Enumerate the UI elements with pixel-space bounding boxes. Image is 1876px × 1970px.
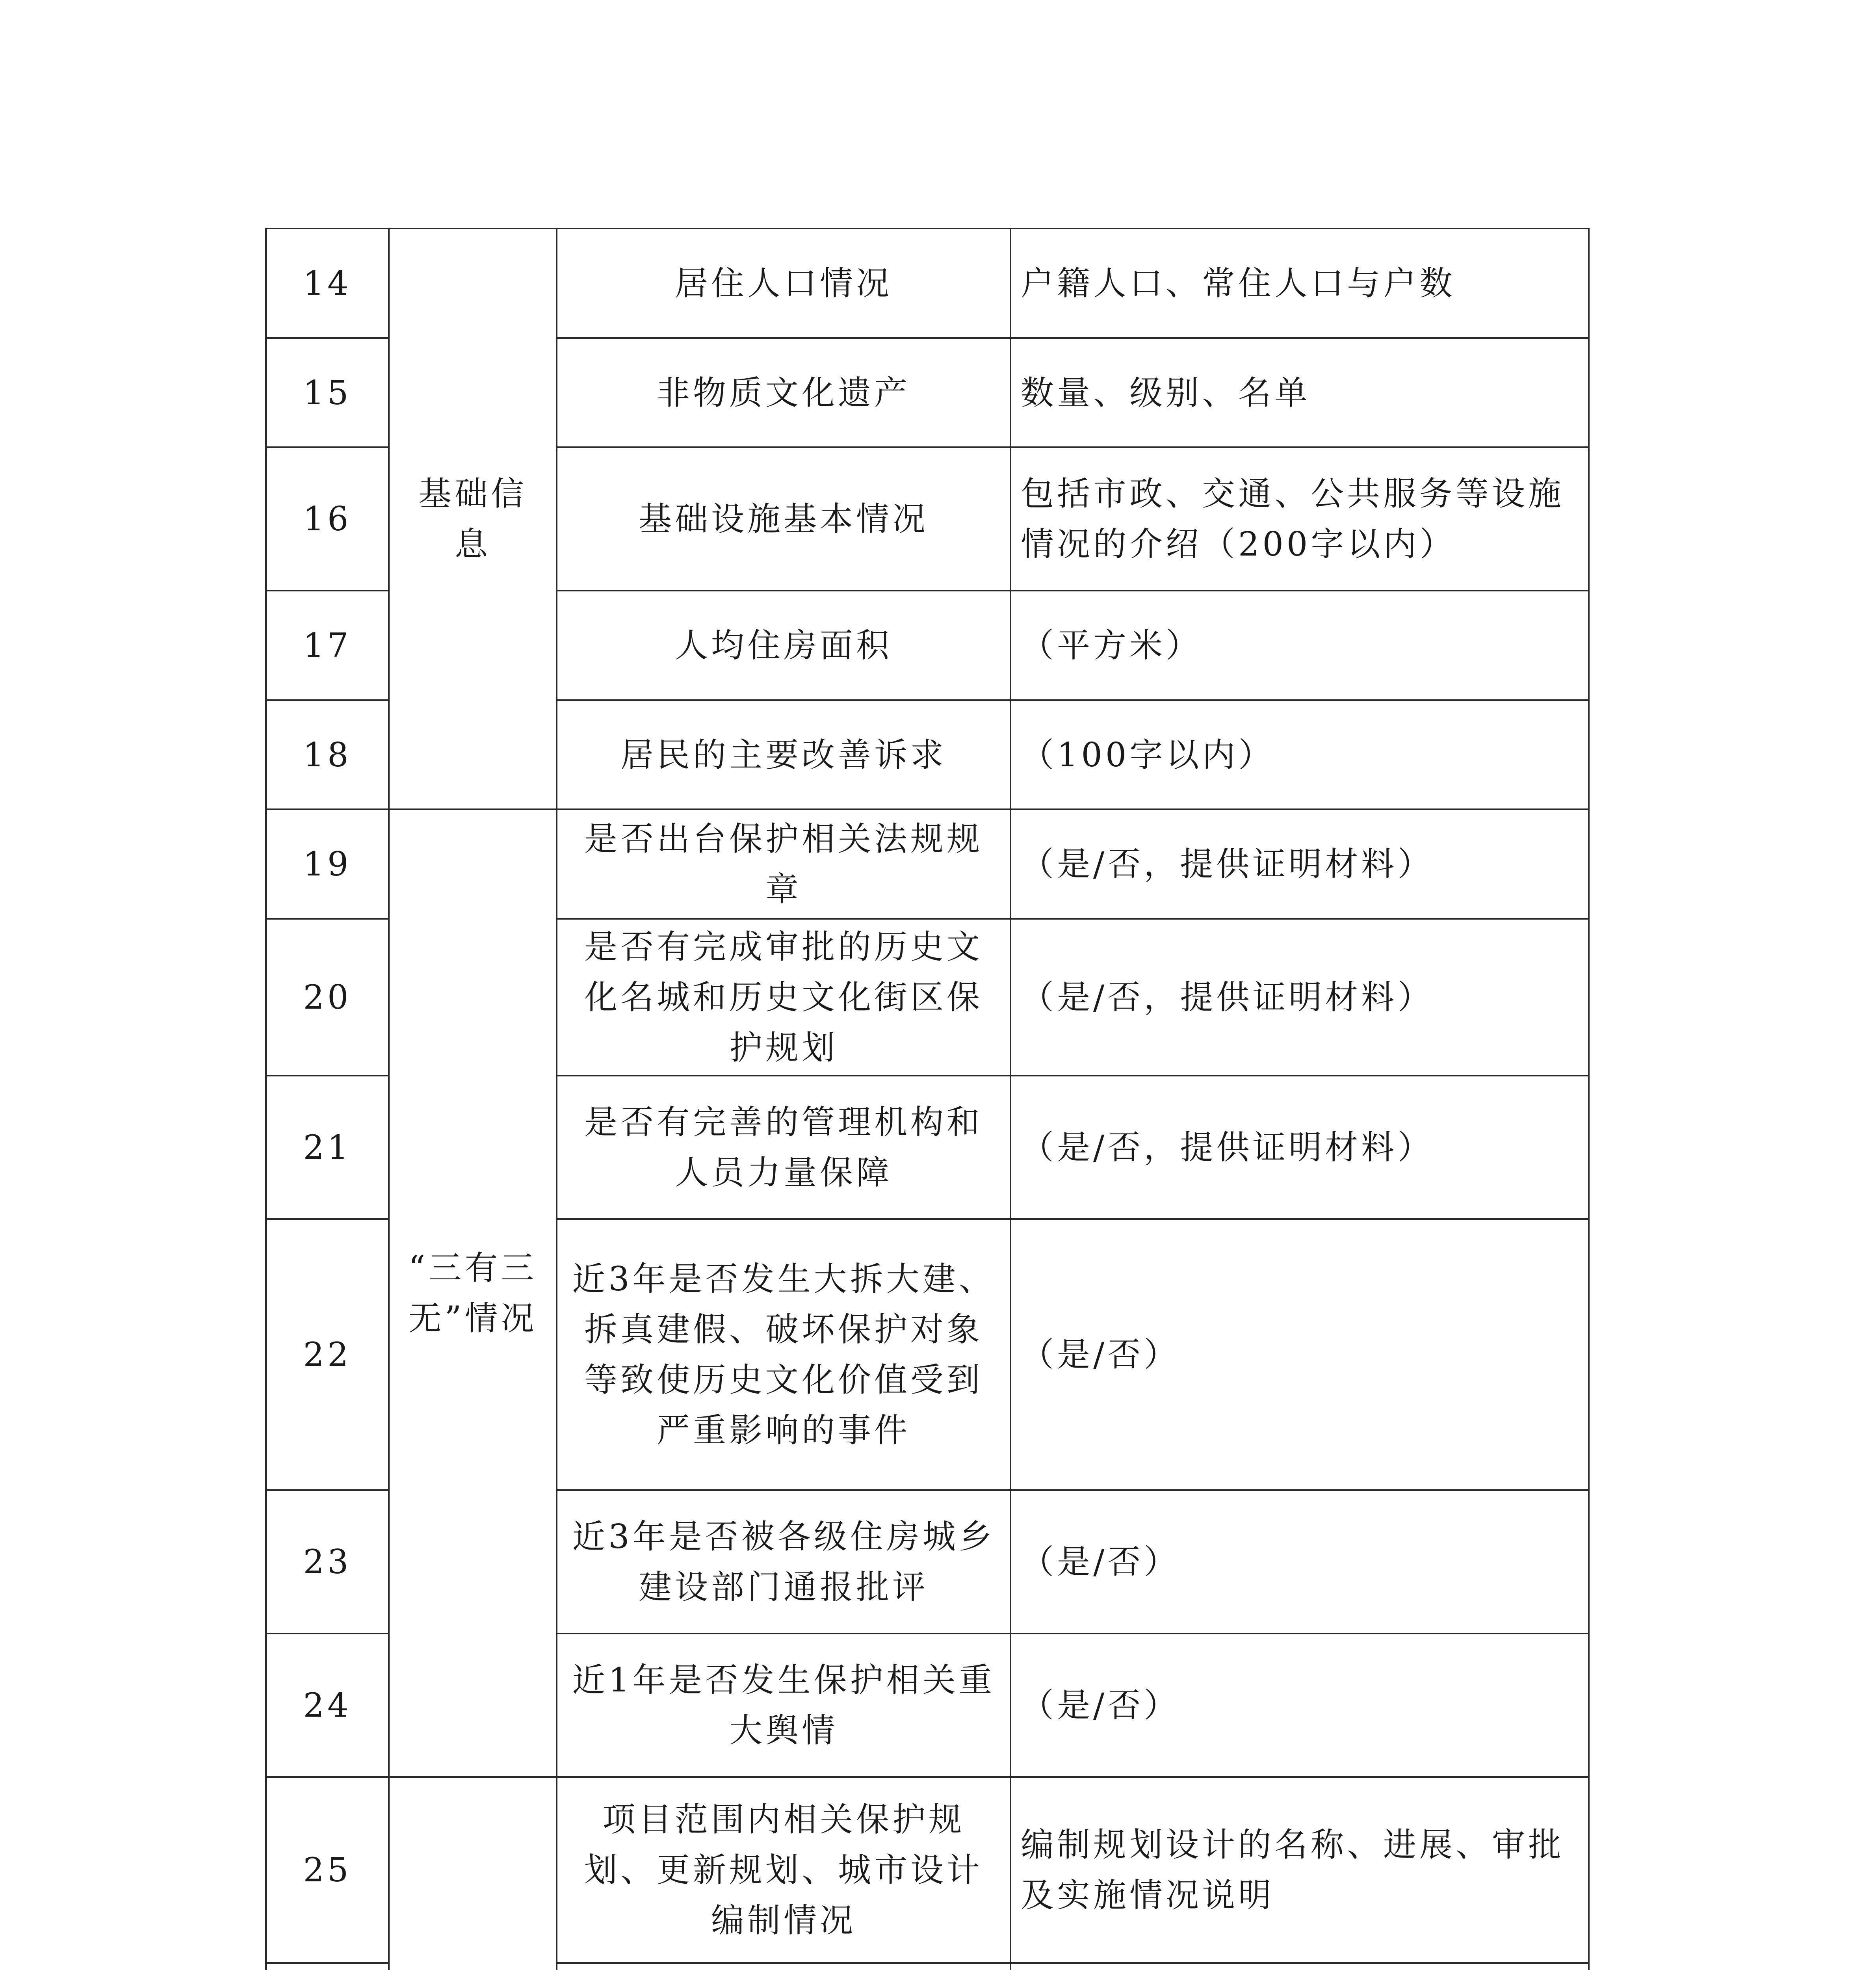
table-row [266, 1777, 1589, 1963]
requirement-cell: （平方米） [1010, 591, 1589, 700]
item-cell: 基础设施基本情况 [557, 447, 1010, 591]
row-number: 25 [266, 1777, 389, 1963]
row-number: 17 [266, 591, 389, 700]
row-number: 18 [266, 700, 389, 809]
row-number: 16 [266, 447, 389, 591]
table-row [266, 229, 1589, 338]
requirement-cell: （是/否，提供证明材料） [1010, 919, 1589, 1076]
requirement-cell: （是/否） [1010, 1634, 1589, 1777]
item-cell: 居住人口情况 [557, 229, 1010, 338]
requirement-cell: （是/否，提供证明材料） [1010, 1076, 1589, 1219]
item-cell: 居民的主要改善诉求 [557, 700, 1010, 809]
requirement-cell: （是/否） [1010, 1490, 1589, 1634]
item-cell: 人均住房面积 [557, 591, 1010, 700]
row-number: 15 [266, 338, 389, 447]
item-cell: 近1年是否发生保护相关重大舆情 [557, 1634, 1010, 1777]
row-number: 20 [266, 919, 389, 1076]
category-label: “三有三无”情况 [408, 1249, 537, 1338]
item-cell: 项目范围内相关保护规划、更新规划、城市设计编制情况 [557, 1777, 1010, 1963]
requirement-cell: 包括市政、交通、公共服务等设施情况的介绍（200字以内） [1010, 447, 1589, 591]
item-cell [557, 1963, 1010, 1970]
category-basic [389, 229, 557, 809]
requirement-cell: （是/否，提供证明材料） [1010, 809, 1589, 919]
row-number: 19 [266, 809, 389, 919]
requirement-cell: （100字以内） [1010, 700, 1589, 809]
row-number [266, 1963, 389, 1970]
item-cell: 近3年是否被各级住房城乡建设部门通报批评 [557, 1490, 1010, 1634]
requirement-cell: 数量、级别、名单 [1010, 338, 1589, 447]
row-number: 22 [266, 1219, 389, 1490]
category-protection-management [389, 1777, 557, 1970]
item-cell: 非物质文化遗产 [557, 338, 1010, 447]
row-number: 24 [266, 1634, 389, 1777]
requirement-cell: （是/否） [1010, 1219, 1589, 1490]
requirement-cell: 户籍人口、常住人口与户数 [1010, 229, 1589, 338]
item-cell: 是否有完成审批的历史文化名城和历史文化街区保护规划 [557, 919, 1010, 1076]
item-cell: 近3年是否发生大拆大建、拆真建假、破坏保护对象等致使历史文化价值受到严重影响的事件 [557, 1219, 1010, 1490]
row-number: 23 [266, 1490, 389, 1634]
category-label: 基础信息 [418, 474, 527, 563]
item-cell: 是否出台保护相关法规规章 [557, 809, 1010, 919]
table-row [266, 809, 1589, 919]
row-number: 14 [266, 229, 389, 338]
category-three-have-three-none [389, 809, 557, 1777]
row-number: 21 [266, 1076, 389, 1219]
info-table [265, 228, 1590, 1970]
requirement-cell: 编制规划设计的名称、进展、审批及实施情况说明 [1010, 1777, 1589, 1963]
requirement-cell [1010, 1963, 1589, 1970]
item-cell: 是否有完善的管理机构和人员力量保障 [557, 1076, 1010, 1219]
